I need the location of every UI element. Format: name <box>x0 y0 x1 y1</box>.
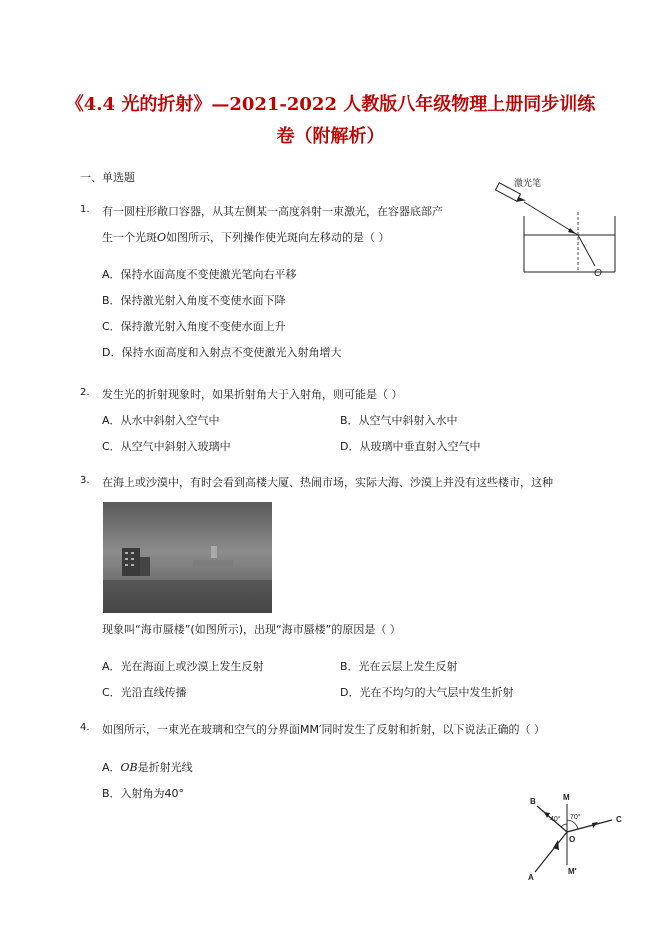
q1-stem-line1: 有一圆柱形敞口容器，从其左侧某一高度斜射一束激光，在容器底部产 <box>102 205 443 218</box>
label-o: O <box>569 835 576 844</box>
ray-ao <box>535 832 567 872</box>
ray-oc-arrow <box>592 822 598 828</box>
mirage-photo <box>103 502 272 613</box>
q2-option-d: D．从玻璃中垂直射入空气中 <box>340 440 481 453</box>
q3-stem-line1: 在海上或沙漠中，有时会看到高楼大厦、热闹市场，实际大海、沙漠上并没有这些楼市，这种 <box>102 476 553 489</box>
q3-option-d: D．光在不均匀的大气层中发生折射 <box>340 686 514 699</box>
q1-option-b: B．保持激光射入角度不变使水面下降 <box>102 294 286 307</box>
label-b: B <box>530 797 536 806</box>
q3-option-c: C．光沿直线传播 <box>102 686 187 699</box>
mirage-building-2 <box>211 546 217 558</box>
q3-option-a: A．光在海面上或沙漠上发生反射 <box>102 660 264 673</box>
q4-option-b: B．入射角为40° <box>102 787 185 800</box>
q4-reflection-refraction-figure <box>520 790 630 885</box>
angle-arc-40 <box>561 824 567 827</box>
q1-option-d: D．保持水面高度和入射点不变使激光入射角增大 <box>102 346 342 359</box>
label-angle-70: 70° <box>570 814 581 821</box>
q3-option-b: B．光在云层上发生反射 <box>340 660 458 673</box>
q1-stem-line2-b: 如图所示，下列操作使光斑向左移动的是（ ） <box>166 231 390 244</box>
q2-stem: 发生光的折射现象时，如果折射角大于入射角，则可能是（ ） <box>102 388 403 401</box>
q4-number: 4. <box>80 722 90 733</box>
incident-arrow <box>568 228 576 234</box>
angle-arc-70 <box>567 820 578 829</box>
label-a: A <box>528 873 534 882</box>
q1-stem-line2-a: 生一个光斑 <box>102 231 157 244</box>
q1-spot-label: O <box>157 231 167 244</box>
q2-option-c: C．从空气中斜射入玻璃中 <box>102 440 231 453</box>
section-heading: 一、单选题 <box>80 171 135 184</box>
q3-stem-line2: 现象叫“海市蜃楼”(如图所示)，出现“海市蜃楼”的原因是（ ） <box>102 623 401 636</box>
page-title-line2: 卷（附解析） <box>276 126 385 147</box>
label-c: C <box>616 815 622 824</box>
q2-option-b: B．从空气中斜射入水中 <box>340 414 458 427</box>
label-m-prime: M′ <box>568 867 577 876</box>
q2-option-a: A．从水中斜射入空气中 <box>102 414 220 427</box>
q4-option-a-prefix: A． <box>102 761 121 774</box>
refracted-ray <box>578 235 595 266</box>
ray-oc <box>567 820 612 832</box>
q1-option-a: A．保持水面高度不变使激光笔向右平移 <box>102 268 297 281</box>
q1-laser-container-figure <box>490 172 630 282</box>
page-title-line1: 《4.4 光的折射》—2021-2022 人教版八年级物理上册同步训练 <box>65 94 596 115</box>
q4-option-a-ray: OB <box>120 761 138 774</box>
label-angle-40: 40° <box>550 816 561 823</box>
q1-stem-line2 <box>102 229 390 245</box>
q1-number: 1. <box>80 204 90 215</box>
q4-option-a <box>102 759 193 775</box>
q2-number: 2. <box>80 387 90 398</box>
q4-stem: 如图所示，一束光在玻璃和空气的分界面MM′同时发生了反射和折射，以下说法正确的（ ） <box>102 723 545 736</box>
q1-option-c: C．保持激光射入角度不变使水面上升 <box>102 320 286 333</box>
q3-number: 3. <box>80 475 90 486</box>
label-m: M <box>563 793 570 802</box>
q1-figure-laser-label: 激光笔 <box>514 178 542 188</box>
q4-option-a-text: 是折射光线 <box>137 761 193 774</box>
q1-figure-spot-label: O <box>594 268 602 279</box>
